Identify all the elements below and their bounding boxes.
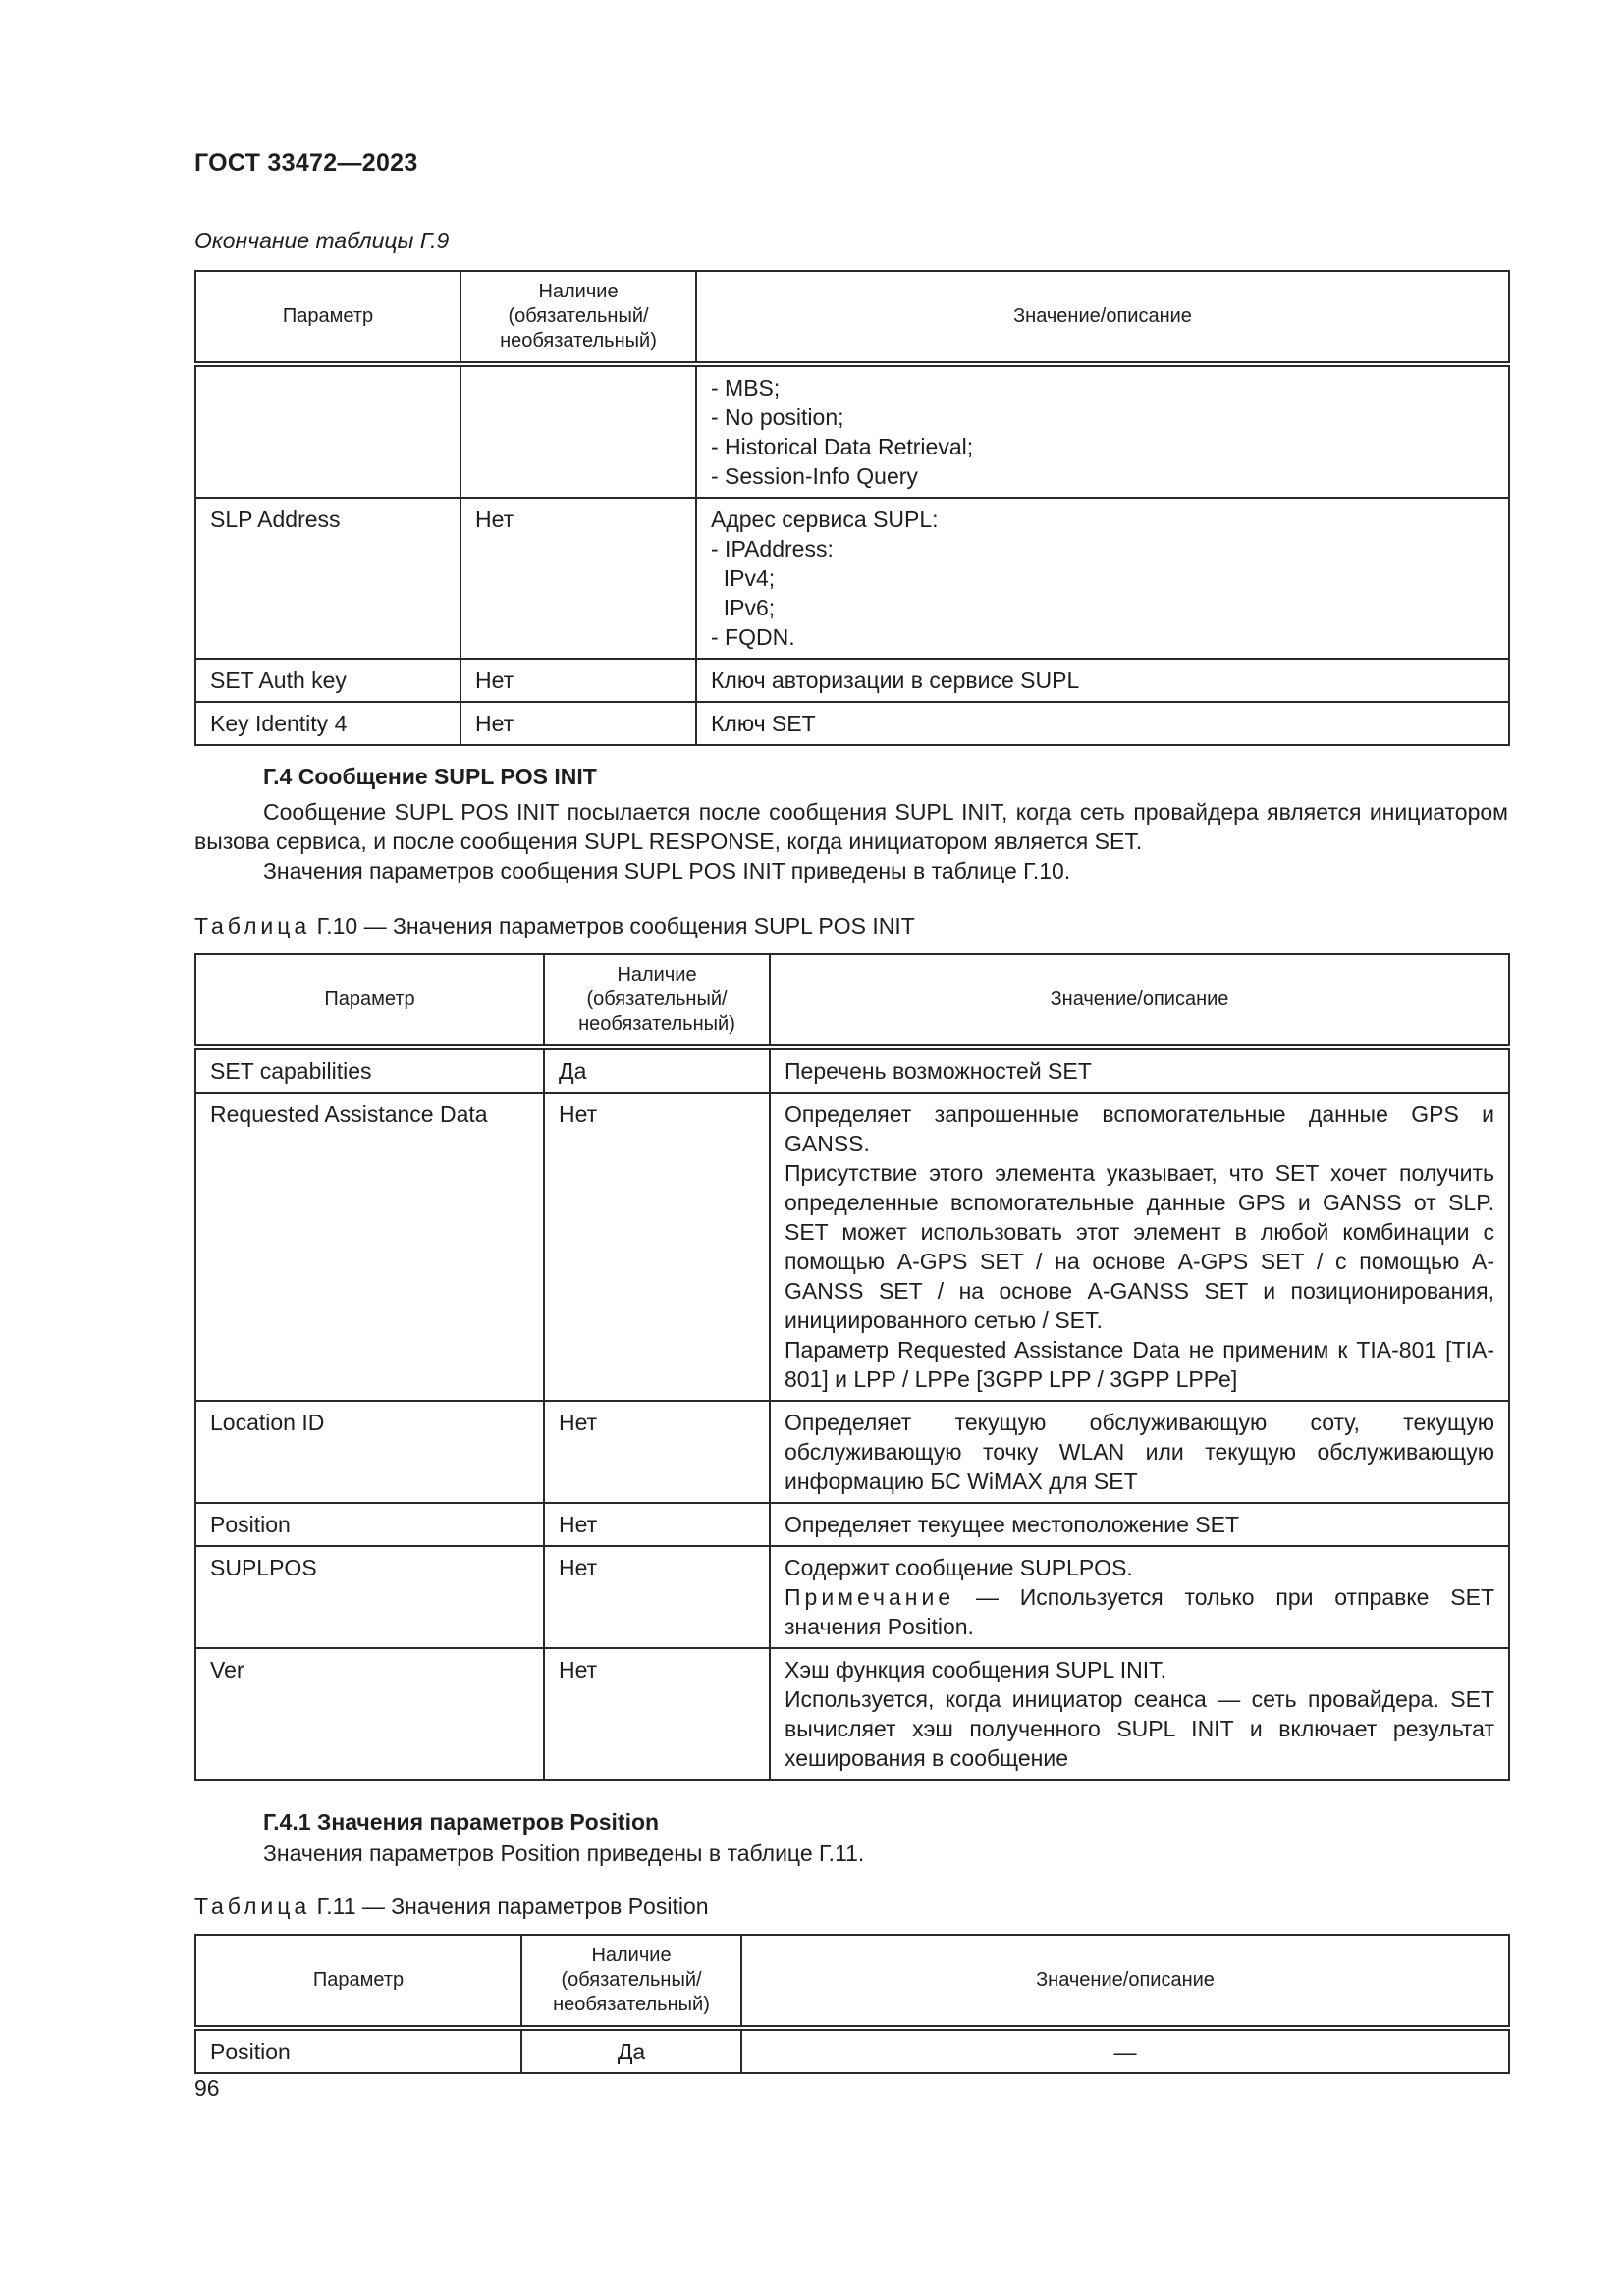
table-row: Location ID Нет Определяет текущую обслуживающую соту, текущую обслуживающую точку WLAN или текущую обслуживающую информацию БС WiMAX для SET (195, 1401, 1509, 1503)
section-g4-text: Сообщение SUPL POS INIT посылается после сообщения SUPL INIT, когда сеть провайдера является инициатором вызова сервиса, и после сообщения SUPL RESPONSE, когда инициатором является SET. Значения параметров сообщения SUPL POS INIT приведены в таблице Г.10. (194, 799, 1508, 883)
table-row: SLP Address Нет Адрес сервиса SUPL: - IPAddress: IPv4; IPv6; - FQDN. (195, 498, 1509, 659)
section-title-g4: Г.4 Сообщение SUPL POS INIT (263, 764, 597, 789)
table-g11-caption: Таблица Г.11 — Значения параметров Position (194, 1894, 709, 1919)
table-row: Requested Assistance Data Нет Определяет запрошенные вспомогательные данные GPS и GANSS. Присутствие этого элемента указывает, что SET хочет получить определенные вспомогательные данные GPS и GANSS от SLP. SET может использовать этот элемент в любой комбинации с помощью A-GPS SET / на основе A-GPS SET / с помощью A-GANSS SET / на основе A-GANSS SET и позиционирования, инициированного сетью / SET. Параметр Requested Assistance Data не применим к TIA-801 [TIA-801] и LPP / LPPe [3GPP LPP / 3GPP LPPe] (195, 1093, 1509, 1401)
col-header-desc: Значение/описание (696, 271, 1509, 364)
table-g11: Параметр Наличие (обязательный/ необязательный) Значение/описание Position Да — (194, 1934, 1510, 2074)
table-row: Key Identity 4 Нет Ключ SET (195, 702, 1509, 745)
table-g10: Параметр Наличие (обязательный/ необязательный) Значение/описание SET capabilities Да Перечень возможностей SET Requested Assistance Data Нет Определяет запрошенные вспомогательные данные GPS и GANSS. Присутствие этого элемента указывает, что SET хочет получить определенные вспомогательные данные GPS и GANSS от SLP. SET может использовать этот элемент в любой комбинации с помощью A-GPS SET / на основе A-GPS SET / с помощью A-GANSS SET / на основе A-GANSS SET и позиционирования, инициированного сетью / SET. Параметр Requested Assistance Data не применим к TIA-801 [TIA-801] и LPP / LPPe [3GPP LPP / 3GPP LPPe] Location ID Нет Определяет текущую обслуживающую соту, текущую обслуживающую точку WLAN или текущую обслуживающую информацию БС WiMAX для SET Position Нет Определяет текущее местоположение SET SUPLPOS Нет Содержит сообщение SUPLPOS. Примечание — Используется только при отправке SET значения Position. Ver Нет Хэш функция сообщения SUPL INIT. Используется, когда инициатор сеанса — сеть провайдера. SET вычисляет хэш полученного SUPL INIT и включает результат хеширования в сообщение (194, 953, 1510, 1781)
table-row: Ver Нет Хэш функция сообщения SUPL INIT. Используется, когда инициатор сеанса — сеть провайдера. SET вычисляет хэш полученного SUPL INIT и включает результат хеширования в сообщение (195, 1648, 1509, 1780)
table-row: SET capabilities Да Перечень возможностей SET (195, 1047, 1509, 1093)
col-header-presence: Наличие (обязательный/ необязательный) (460, 271, 696, 364)
table-row: Position Да — (195, 2028, 1509, 2073)
table-g10-caption: Таблица Г.10 — Значения параметров сообщения SUPL POS INIT (194, 913, 915, 938)
table-note: Примечание — Используется только при отправке SET значения Position. (785, 1584, 1494, 1639)
section-title-g41: Г.4.1 Значения параметров Position (263, 1809, 660, 1835)
document-header: ГОСТ 33472—2023 (194, 149, 418, 177)
table-row: Position Нет Определяет текущее местоположение SET (195, 1503, 1509, 1546)
table-continuation-label: Окончание таблицы Г.9 (194, 228, 450, 253)
section-g41-text: Значения параметров Position приведены в таблице Г.11. (263, 1841, 865, 1866)
page-number: 96 (194, 2075, 220, 2101)
table-row: SET Auth key Нет Ключ авторизации в сервисе SUPL (195, 659, 1509, 702)
table-row: - MBS; - No position; - Historical Data Retrieval; - Session-Info Query (195, 364, 1509, 498)
table-row: SUPLPOS Нет Содержит сообщение SUPLPOS. Примечание — Используется только при отправке SET значения Position. (195, 1546, 1509, 1648)
table-g9 (194, 270, 1510, 746)
col-header-param: Параметр (195, 271, 460, 364)
